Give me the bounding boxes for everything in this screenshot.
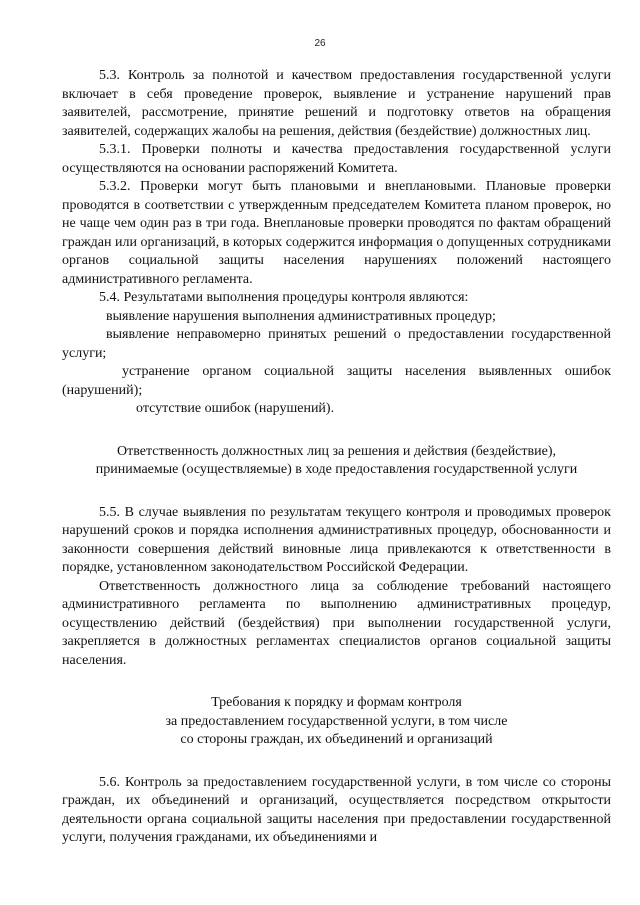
paragraph-5-3-1: 5.3.1. Проверки полноты и качества предоставления государственной услуги осуществляются на основании распоряжений Комитета.: [62, 142, 611, 176]
paragraph-5-6: 5.6. Контроль за предоставлением государственной услуги, в том числе со стороны граждан, их объединений и организаций, осуществляется посредством открытости деятельности органа социальной защиты населения при предоставлении государственной услуги, получения гражданами, их объединениями и: [62, 774, 611, 845]
paragraph-5-5: 5.5. В случае выявления по результатам текущего контроля и проводимых проверок нарушений сроков и порядка исполнения административных процедур, обоснованности и законности совершения действий виновные лица привлекаются к ответственности в порядке, установленном законодательством Российской Федерации.: [62, 504, 611, 575]
paragraph-5-5-responsibility: Ответственность должностного лица за соблюдение требований настоящего административного регламента по выполнению административных процедур, осуществлению действий (бездействия) при выполнении государственной услуги, закрепляется в должностных регламентах специалистов органов социальной защиты населения.: [62, 578, 611, 668]
list-item: отсутствие ошибок (нарушений).: [136, 401, 335, 416]
paragraph-5-3-2: 5.3.2. Проверки могут быть плановыми и внеплановыми. Плановые проверки проводятся в соответствии с утвержденным председателем Комитета планом проверок, но не чаще чем один раз в три года. Внеплановые проверки проводятся по фактам обращений граждан или организаций, в которых содержится информация о допущенных сотрудниками органов социальной защиты населения нарушениях положений настоящего административного регламента.: [62, 179, 611, 287]
section-heading-control-line-3: со стороны граждан, их объединений и организаций: [180, 732, 493, 747]
list-item: устранение органом социальной защиты населения выявленных ошибок (нарушений);: [62, 364, 611, 398]
section-heading-control-line-2: за предоставлением государственной услуги, в том числе: [165, 713, 508, 729]
list-item: выявление нарушения выполнения административных процедур;: [106, 308, 496, 324]
list-item: выявление неправомерно принятых решений о предоставлении государственной услуги;: [62, 327, 611, 361]
paragraph-5-4: 5.4. Результатами выполнения процедуры контроля являются:: [99, 290, 469, 305]
section-heading-responsibility: Ответственность должностных лиц за решения и действия (бездействие), принимаемые (осуществляемые) в ходе предоставления государственной услуги: [95, 443, 578, 477]
document-body: [62, 67, 611, 848]
paragraph-5-3: 5.3. Контроль за полнотой и качеством предоставления государственной услуги включает в себя проведение проверок, выявление и устранение нарушений прав заявителей, рассмотрение, принятие решений и подготовку ответов на обращения заявителей, содержащих жалобы на решения, действия (бездействие) должностных лиц.: [62, 68, 611, 139]
section-heading-control-line-1: Требования к порядку и формам контроля: [211, 695, 462, 710]
page-number: 26: [314, 38, 326, 49]
